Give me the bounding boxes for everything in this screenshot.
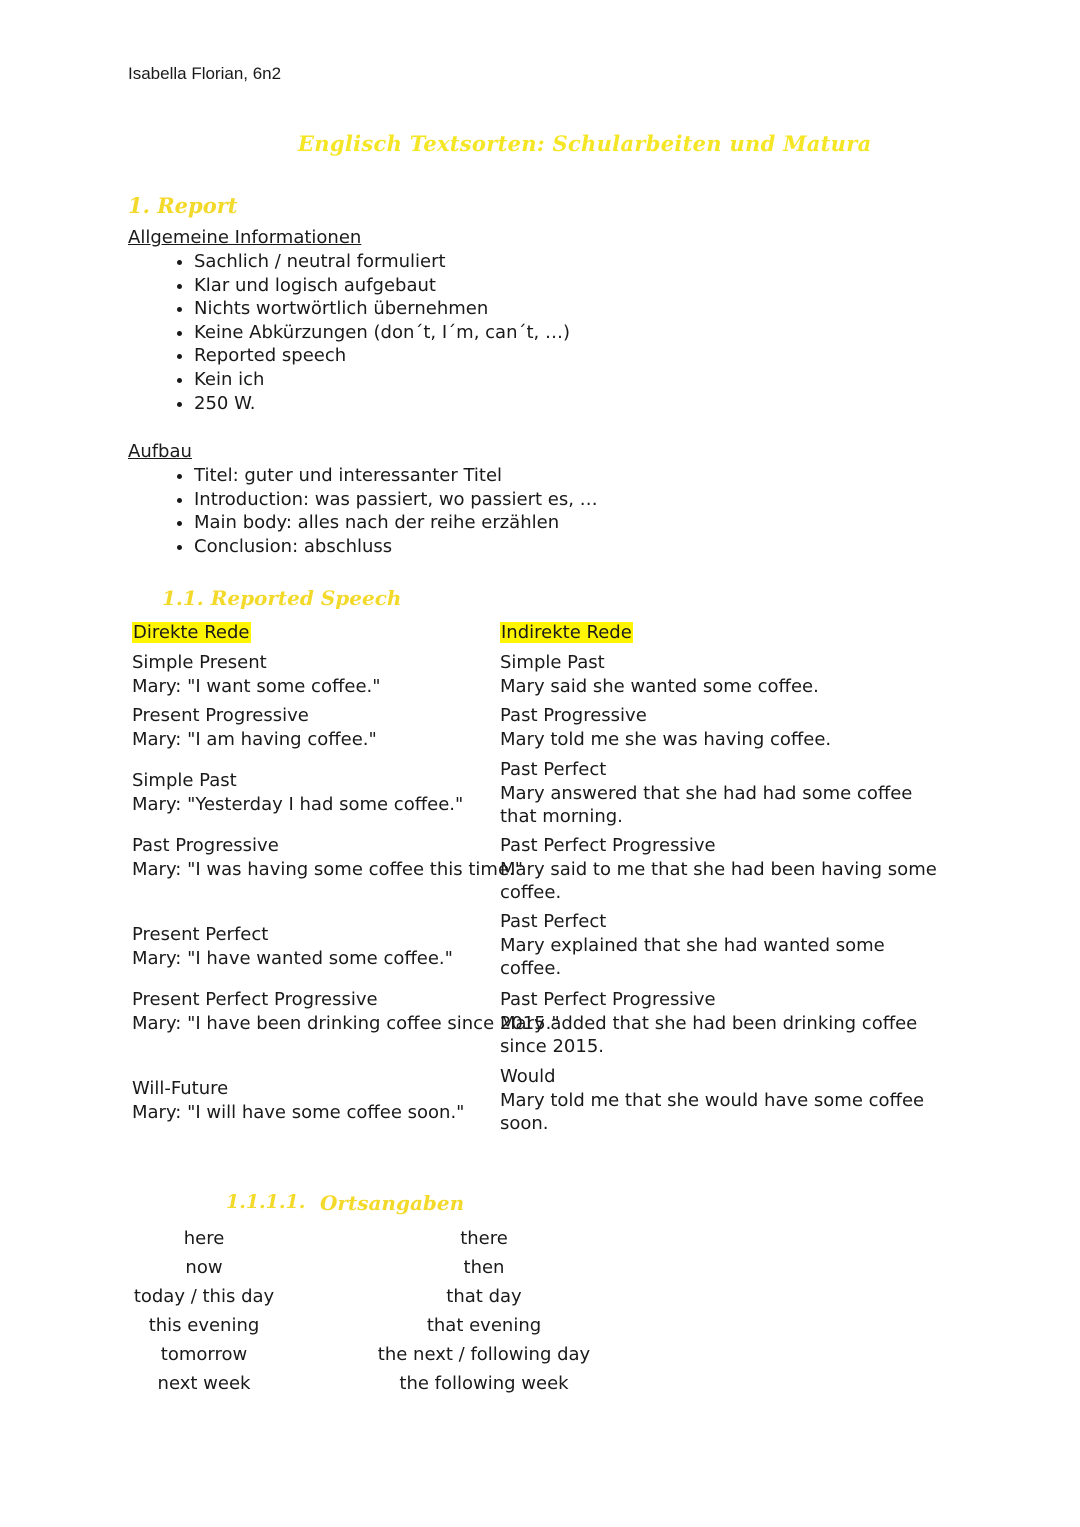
tense-name: Simple Past bbox=[500, 652, 605, 673]
place-indirect-term: that evening bbox=[426, 1315, 542, 1336]
indirect-speech-cell bbox=[500, 1065, 950, 1136]
tense-name: Past Perfect bbox=[500, 911, 607, 932]
example-sentence: Mary told me she was having coffee. bbox=[500, 728, 832, 750]
example-sentence: Mary added that she had been drinking coffee since 2015. bbox=[500, 1012, 918, 1057]
general-info-list bbox=[155, 250, 570, 415]
indirect-speech-cell bbox=[500, 651, 950, 698]
example-sentence: Mary explained that she had wanted some coffee. bbox=[500, 934, 885, 979]
tense-name: Simple Past bbox=[132, 770, 237, 791]
page-title: Englisch Textsorten: Schularbeiten und Matura bbox=[298, 131, 872, 156]
example-sentence: Mary: "I have wanted some coffee." bbox=[132, 947, 453, 969]
list-item: • Sachlich / neutral formuliert bbox=[194, 250, 570, 274]
list-item: • Nichts wortwörtlich übernehmen bbox=[194, 297, 570, 321]
tense-name: Past Perfect Progressive bbox=[500, 835, 716, 856]
place-direct-term: tomorrow bbox=[160, 1344, 248, 1365]
place-indirect-term: the next / following day bbox=[377, 1344, 591, 1365]
place-indirect-term: the following week bbox=[399, 1373, 569, 1394]
place-indicators-heading: Ortsangaben bbox=[320, 1191, 465, 1215]
example-sentence: Mary: "I will have some coffee soon." bbox=[132, 1101, 465, 1123]
list-item: • Kein ich bbox=[194, 368, 570, 392]
list-item: • Keine Abkürzungen (don´t, I´m, can´t, …) bbox=[194, 321, 570, 345]
subsection-number: 1.1.1.1. bbox=[226, 1191, 306, 1213]
author-line: Isabella Florian, 6n2 bbox=[128, 64, 282, 83]
place-direct-term: here bbox=[183, 1228, 225, 1249]
indirect-speech-header: Indirekte Rede bbox=[501, 622, 632, 643]
list-item: • Main body: alles nach der reihe erzählen bbox=[194, 511, 598, 535]
example-sentence: Mary: "I was having some coffee this time." bbox=[132, 858, 524, 880]
tense-name: Past Progressive bbox=[500, 705, 647, 726]
indirect-speech-cell bbox=[500, 704, 950, 751]
place-indirect-term: then bbox=[463, 1257, 505, 1278]
tense-name: Past Perfect Progressive bbox=[500, 989, 716, 1010]
example-sentence: Mary: "I have been drinking coffee since 2015." bbox=[132, 1012, 560, 1034]
list-item: • Conclusion: abschluss bbox=[194, 535, 598, 559]
tense-name: Past Perfect bbox=[500, 759, 607, 780]
tense-name: Present Perfect bbox=[132, 924, 269, 945]
tense-name: Present Progressive bbox=[132, 705, 309, 726]
structure-list bbox=[155, 464, 598, 558]
example-sentence: Mary: "I am having coffee." bbox=[132, 728, 377, 750]
example-sentence: Mary told me that she would have some coffee soon. bbox=[500, 1089, 925, 1134]
example-sentence: Mary: "Yesterday I had some coffee." bbox=[132, 793, 464, 815]
tense-name: Would bbox=[500, 1066, 556, 1087]
tense-name: Present Perfect Progressive bbox=[132, 989, 378, 1010]
place-indirect-term: there bbox=[460, 1228, 508, 1249]
reported-speech-heading: 1.1. Reported Speech bbox=[162, 586, 402, 610]
list-item: • 250 W. bbox=[194, 392, 570, 416]
direct-speech-header: Direkte Rede bbox=[133, 622, 250, 643]
example-sentence: Mary said she wanted some coffee. bbox=[500, 675, 819, 697]
indirect-speech-cell bbox=[500, 834, 950, 905]
place-direct-term: now bbox=[185, 1257, 223, 1278]
place-direct-term: next week bbox=[157, 1373, 251, 1394]
example-sentence: Mary said to me that she had been having some coffee. bbox=[500, 858, 937, 903]
place-direct-term: today / this day bbox=[133, 1286, 275, 1307]
list-item: • Introduction: was passiert, wo passiert es, … bbox=[194, 488, 598, 512]
indirect-speech-cell bbox=[500, 910, 950, 981]
tense-name: Simple Present bbox=[132, 652, 267, 673]
list-item: • Titel: guter und interessanter Titel bbox=[194, 464, 598, 488]
section-heading-report: 1. Report bbox=[128, 193, 238, 218]
tense-name: Past Progressive bbox=[132, 835, 279, 856]
place-indirect-term: that day bbox=[446, 1286, 522, 1307]
indirect-speech-cell bbox=[500, 988, 950, 1059]
list-item: • Klar und logisch aufgebaut bbox=[194, 274, 570, 298]
example-sentence: Mary answered that she had had some coffee that morning. bbox=[500, 782, 913, 827]
indirect-speech-cell bbox=[500, 758, 950, 829]
tense-name: Will-Future bbox=[132, 1078, 229, 1099]
example-sentence: Mary: "I want some coffee." bbox=[132, 675, 381, 697]
place-direct-term: this evening bbox=[148, 1315, 260, 1336]
general-info-label: Allgemeine Informationen bbox=[128, 227, 362, 248]
structure-label: Aufbau bbox=[128, 441, 192, 462]
list-item: • Reported speech bbox=[194, 344, 570, 368]
